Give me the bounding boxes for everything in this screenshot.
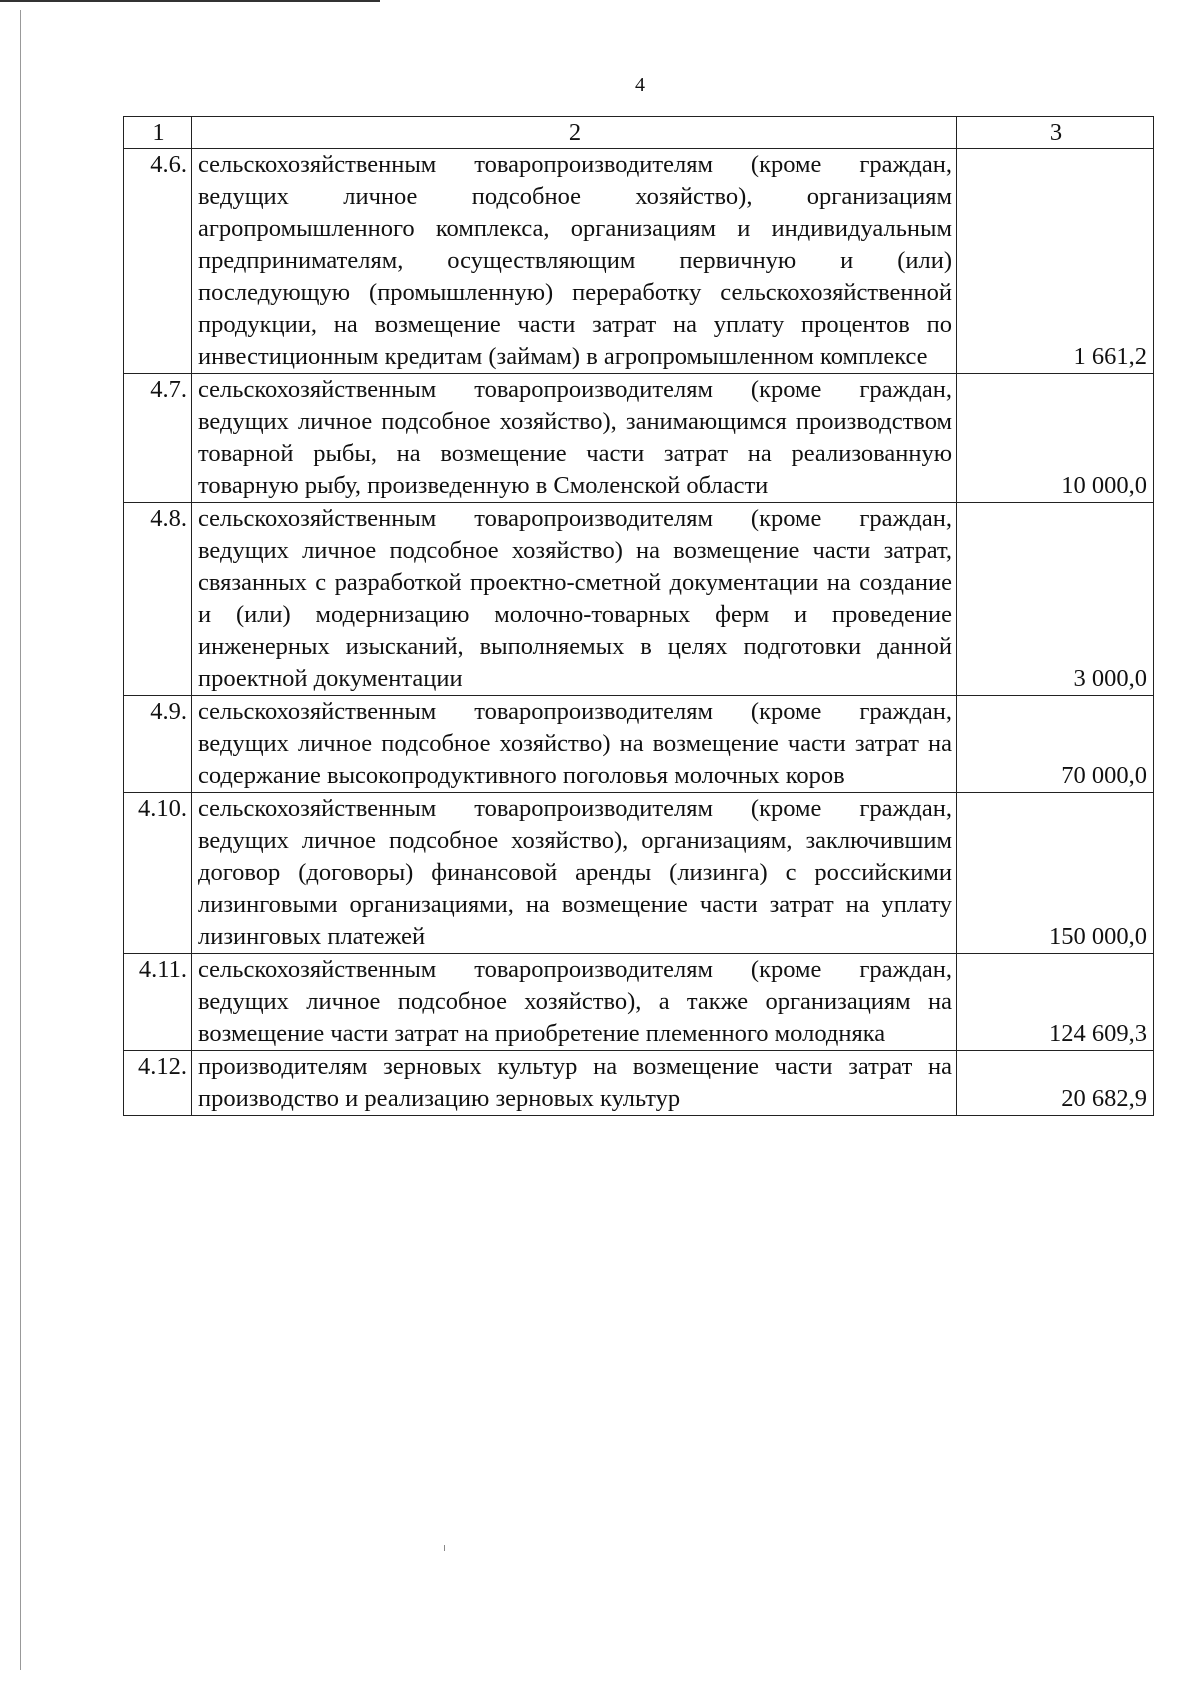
table-header-row bbox=[124, 117, 1154, 149]
scan-edge-top bbox=[0, 0, 380, 8]
scan-edge-left bbox=[20, 10, 21, 1670]
row-description: производителям зерновых культур на возмещение части затрат на производство и реализацию зерновых культур bbox=[192, 1051, 957, 1116]
header-cell-1: 1 bbox=[124, 117, 192, 149]
header-cell-3: 3 bbox=[957, 117, 1154, 149]
row-description: сельскохозяйственным товаропроизводителям (кроме граждан, ведущих личное подсобное хозяйство) на возмещение части затрат, связанных с разработкой проектно-сметной документации на создание и (или) модернизацию молочно-товарных ферм и проведение инженерных изысканий, выполняемых в целях подготовки данной проектной документации bbox=[192, 503, 957, 696]
row-number: 4.9. bbox=[124, 696, 192, 793]
row-description: сельскохозяйственным товаропроизводителям (кроме граждан, ведущих личное подсобное хозяйство), организациям, заключившим договор (договоры) финансовой аренды (лизинга) с российскими лизинговыми организациями, на возмещение части затрат на уплату лизинговых платежей bbox=[192, 793, 957, 954]
row-description: сельскохозяйственным товаропроизводителям (кроме граждан, ведущих личное подсобное хозяйство), а также организациям на возмещение части затрат на приобретение племенного молодняка bbox=[192, 954, 957, 1051]
table-row bbox=[124, 696, 1154, 793]
table-row bbox=[124, 503, 1154, 696]
table-row bbox=[124, 1051, 1154, 1116]
row-number: 4.12. bbox=[124, 1051, 192, 1116]
page-number: 4 bbox=[635, 74, 645, 96]
row-amount: 1 661,2 bbox=[957, 149, 1154, 374]
document-table bbox=[123, 116, 1154, 1116]
row-number: 4.7. bbox=[124, 374, 192, 503]
row-amount: 20 682,9 bbox=[957, 1051, 1154, 1116]
table-row bbox=[124, 374, 1154, 503]
row-description: сельскохозяйственным товаропроизводителям (кроме граждан, ведущих личное подсобное хозяйство), организациям агропромышленного комплекса, организациям и индивидуальным предпринимателям, осуществляющим первичную и (или) последующую (промышленную) переработку сельскохозяйственной продукции, на возмещение части затрат на уплату процентов по инвестиционным кредитам (займам) в агропромышленном комплексе bbox=[192, 149, 957, 374]
row-amount: 3 000,0 bbox=[957, 503, 1154, 696]
row-description: сельскохозяйственным товаропроизводителям (кроме граждан, ведущих личное подсобное хозяйство), занимающимся производством товарной рыбы, на возмещение части затрат на реализованную товарную рыбу, произведенную в Смоленской области bbox=[192, 374, 957, 503]
row-number: 4.10. bbox=[124, 793, 192, 954]
row-amount: 124 609,3 bbox=[957, 954, 1154, 1051]
row-amount: 150 000,0 bbox=[957, 793, 1154, 954]
row-number: 4.11. bbox=[124, 954, 192, 1051]
row-description: сельскохозяйственным товаропроизводителям (кроме граждан, ведущих личное подсобное хозяйство) на возмещение части затрат на содержание высокопродуктивного поголовья молочных коров bbox=[192, 696, 957, 793]
table-row bbox=[124, 954, 1154, 1051]
row-amount: 10 000,0 bbox=[957, 374, 1154, 503]
scan-mark bbox=[444, 1545, 445, 1551]
row-number: 4.8. bbox=[124, 503, 192, 696]
table-row bbox=[124, 793, 1154, 954]
table-row bbox=[124, 149, 1154, 374]
row-amount: 70 000,0 bbox=[957, 696, 1154, 793]
row-number: 4.6. bbox=[124, 149, 192, 374]
header-cell-2: 2 bbox=[192, 117, 957, 149]
